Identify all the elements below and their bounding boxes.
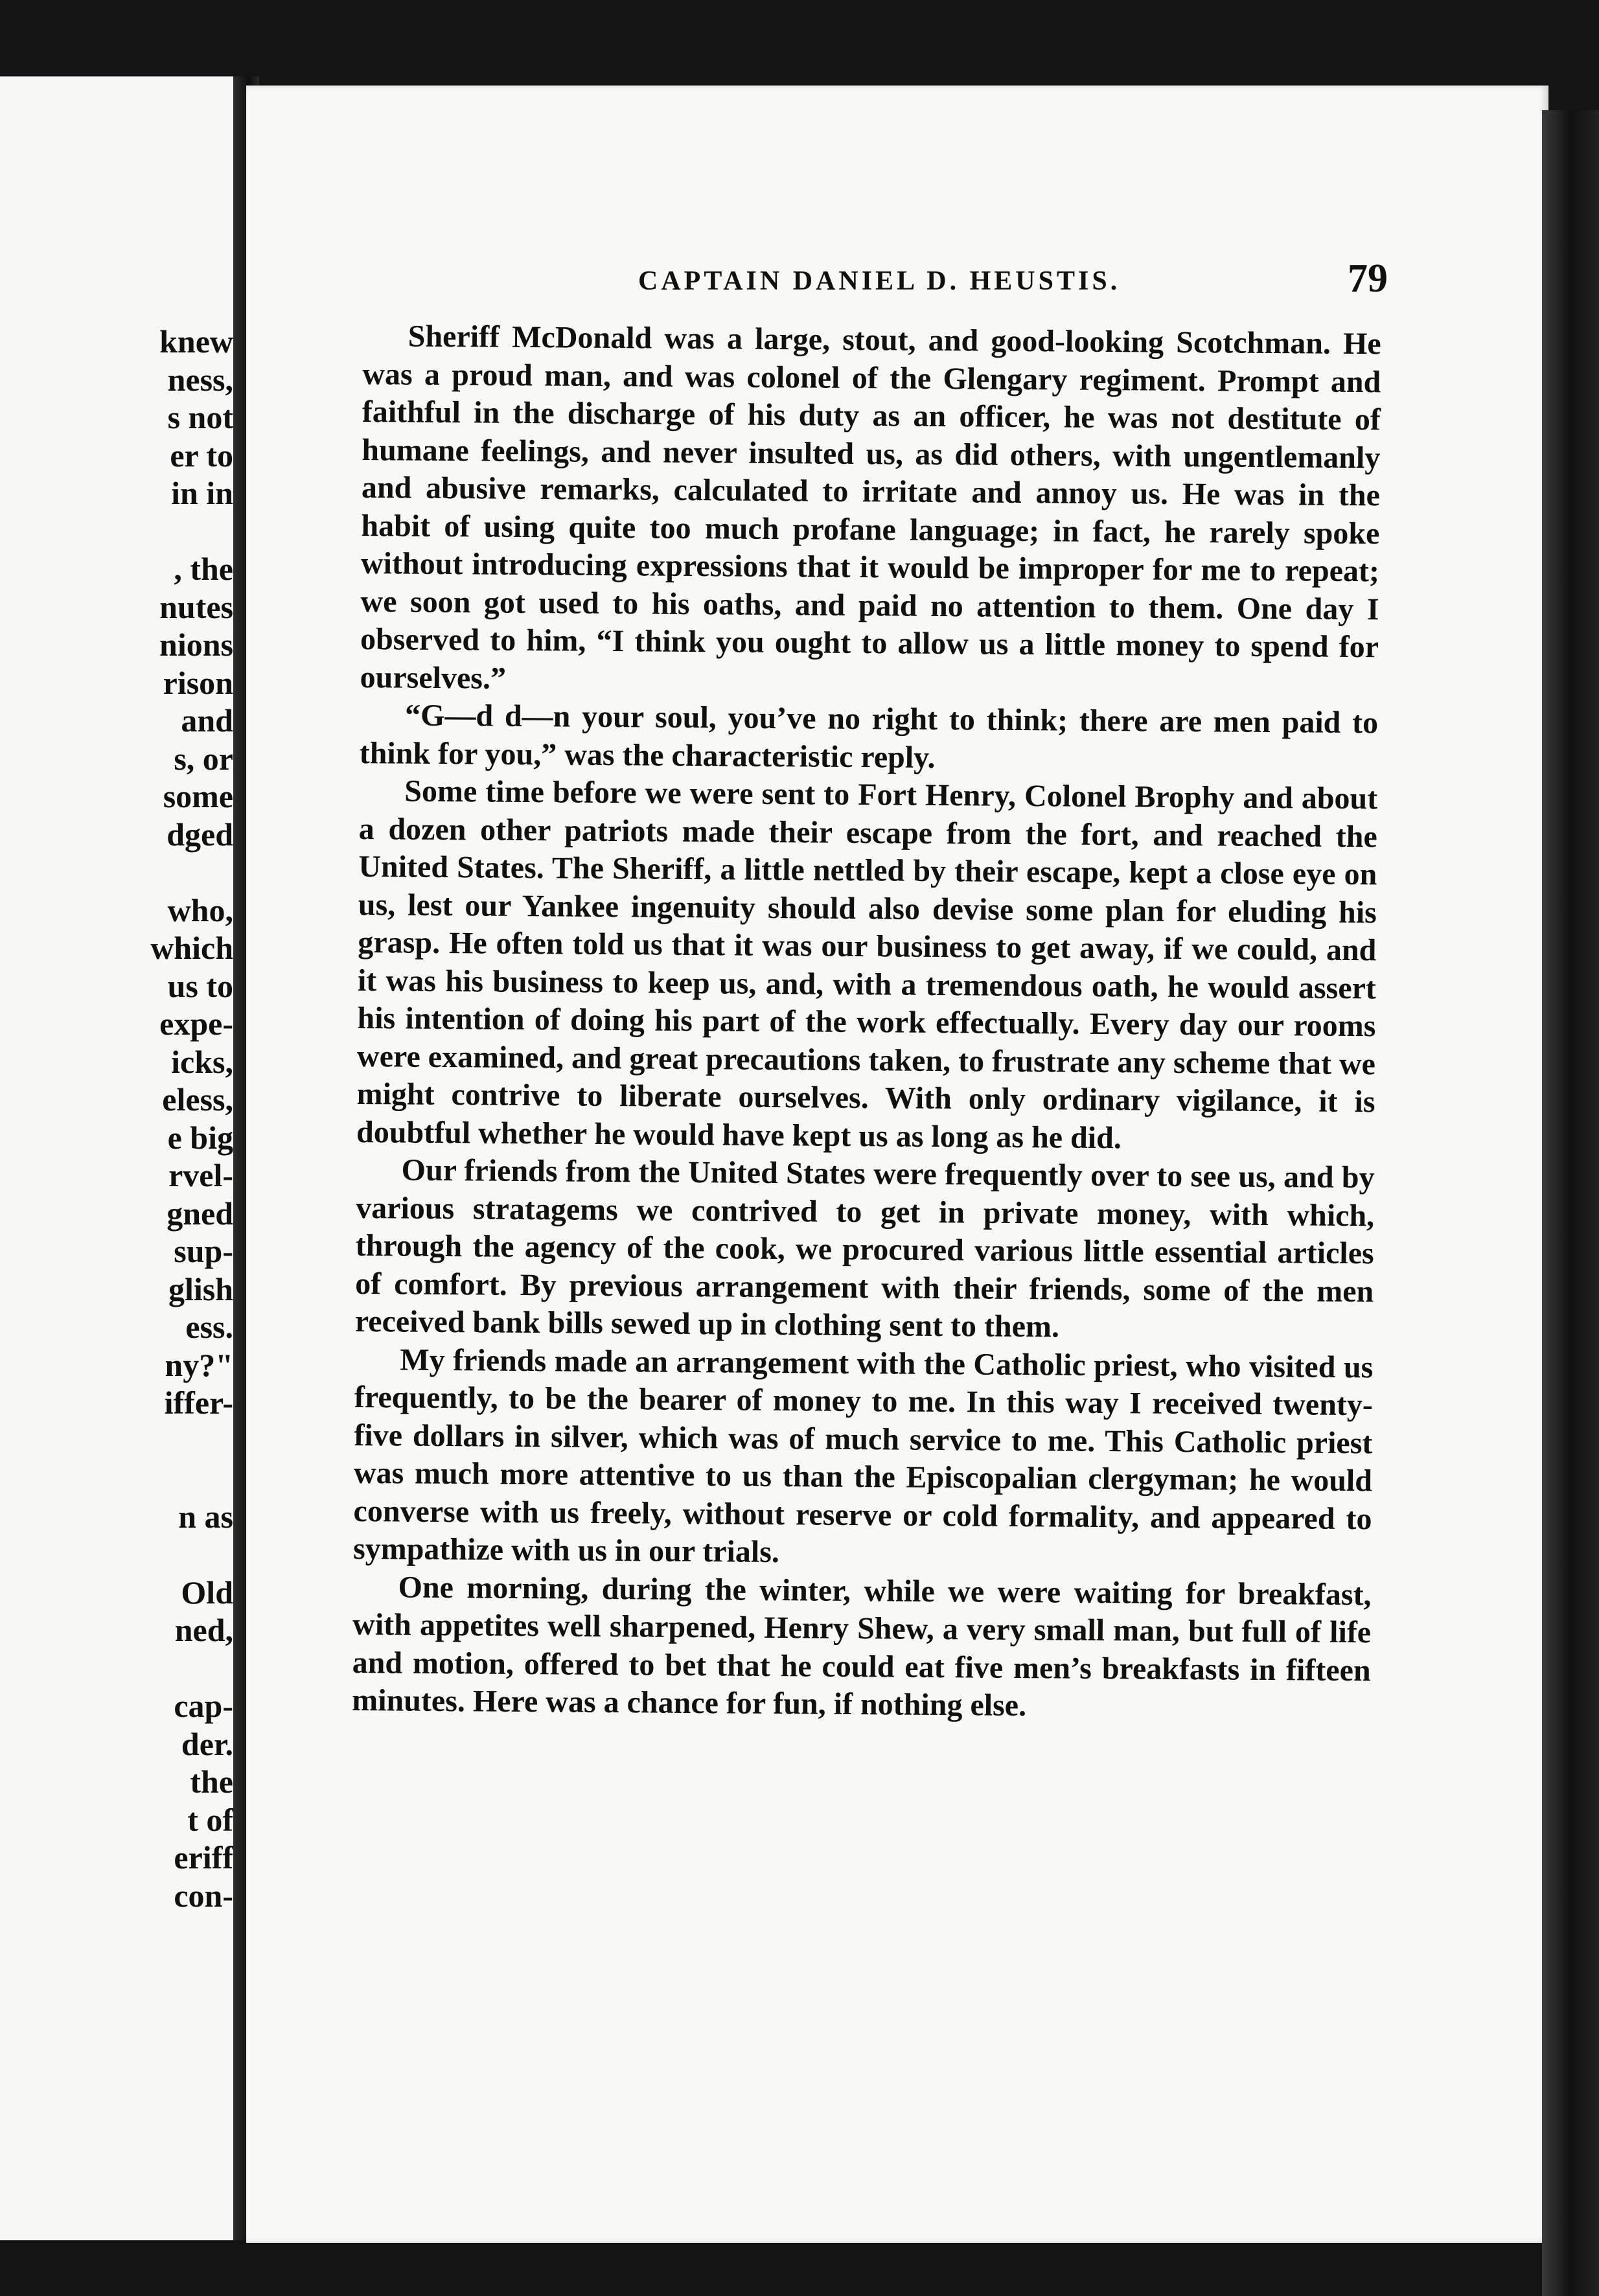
left-page-fragment: e big bbox=[167, 1119, 233, 1156]
left-page-fragment: ness, bbox=[167, 361, 233, 398]
left-page-fragment: icks, bbox=[171, 1043, 233, 1080]
page-edge-shadow bbox=[1542, 110, 1599, 2296]
left-page bbox=[0, 76, 240, 2240]
left-page-fragment: Old bbox=[181, 1574, 233, 1611]
body-text bbox=[352, 317, 1381, 1728]
left-page-fragment: con- bbox=[174, 1877, 233, 1914]
paragraph: One morning, during the winter, while we were waiting for breakfast, with appetites well sharpened, Henry Shew, a very small man, but full of life and motion, offered to bet that he could eat five men’s breakfasts in fifteen minutes. Here was a chance for fun, if nothing else. bbox=[352, 1569, 1372, 1723]
paragraph: “G—d d—n your soul, you’ve no right to think; there are men paid to think for you,” was the characteristic reply. bbox=[359, 698, 1379, 775]
left-page-fragment: glish bbox=[168, 1270, 233, 1307]
left-page-fragment: the bbox=[190, 1763, 233, 1800]
left-page-fragment: rvel- bbox=[168, 1157, 233, 1193]
running-header: CAPTAIN DANIEL D. HEUSTIS. bbox=[638, 266, 1121, 296]
left-page-fragment bbox=[13, 1422, 233, 1460]
left-page-text-fragments bbox=[13, 323, 233, 1914]
left-page-fragment: knew bbox=[159, 323, 233, 360]
left-page-fragment bbox=[13, 853, 233, 891]
paragraph: Some time before we were sent to Fort Henry, Colonel Brophy and about a dozen other patriots made their escape from the fort, and reached the United States. The Sheriff, a little nettled by their escape, kept a close eye on us, lest our Yankee ingenuity should also devise some plan for eluding his grasp. He often told us that it was our business to get away, if we could, and it was his business to keep us, and, with a tremendous oath, he would assert his intention of doing his part of the work effectually. Every day our rooms were examined, and great precautions taken, to frustrate any scheme that we might contrive to liberate ourselves. With only ordinary vigilance, it is doubtful whether he would have kept us as long as he did. bbox=[356, 774, 1378, 1155]
left-page-fragment: rison bbox=[163, 664, 233, 701]
left-page-fragment: cap- bbox=[174, 1688, 233, 1724]
left-page-fragment: which bbox=[150, 930, 233, 966]
left-page-fragment bbox=[13, 1460, 233, 1498]
left-page-fragment: er to bbox=[170, 437, 233, 474]
paragraph: My friends made an arrangement with the Catholic priest, who visited us frequently, to be the bearer of money to me. In this way I received twenty-five dollars in silver, which was of much service to me. This Catholic priest was much more attentive to us than the Episcopalian clergyman; he would converse with us freely, without reserve or cold formality, and appeared to sympathize with us in our trials. bbox=[352, 1342, 1374, 1570]
left-page-fragment: eless, bbox=[162, 1081, 233, 1118]
left-page-fragment: and bbox=[181, 702, 233, 739]
left-page-fragment: gned bbox=[167, 1195, 233, 1232]
left-page-fragment: sup- bbox=[174, 1233, 233, 1269]
left-page-fragment: s, or bbox=[174, 740, 233, 777]
left-page-fragment: n as bbox=[178, 1498, 233, 1535]
left-page-fragment: ny?" bbox=[165, 1346, 233, 1383]
left-page-fragment: expe- bbox=[159, 1005, 233, 1042]
left-page-fragment: s not bbox=[167, 399, 233, 435]
left-page-fragment: us to bbox=[167, 967, 233, 1004]
left-page-fragment bbox=[13, 1535, 233, 1574]
left-page-fragment: nutes bbox=[159, 588, 233, 625]
paragraph: Sheriff McDonald was a large, stout, and good-looking Scotchman. He was a proud man, and was colonel of the Glengary regiment. Prompt and faithful in the discharge of his duty as an officer, he was not destitute of humane feelings, and never insulted us, as did others, with ungentlemanly and abusive remarks, calculated to irritate and annoy us. He was in the habit of using quite too much profane language; in fact, he rarely spoke without introducing expressions that it would be improper for me to repeat; we soon got used to his oaths, and paid no attention to them. One day I observed to him, “I think you ought to allow us a little money to spend for ourselves.” bbox=[360, 319, 1381, 696]
left-page-fragment: iffer- bbox=[164, 1384, 233, 1421]
left-page-fragment: eriff bbox=[174, 1839, 233, 1876]
page-number: 79 bbox=[1348, 257, 1388, 301]
left-page-fragment: ess. bbox=[185, 1309, 233, 1345]
left-page-fragment: t of bbox=[187, 1801, 233, 1838]
left-page-fragment: , the bbox=[174, 551, 233, 587]
left-page-fragment: in in bbox=[171, 475, 233, 511]
paragraph: Our friends from the United States were frequently over to see us, and by various stratagems we contrived to get in private money, with which, through the agency of the cook, we procured various little essential articles of comfort. By previous arrangement with their friends, some of the men received bank bills sewed up in clothing sent to them. bbox=[354, 1153, 1375, 1344]
left-page-fragment: some bbox=[163, 778, 233, 814]
left-page-fragment: ned, bbox=[174, 1612, 233, 1648]
left-page-fragment: der. bbox=[181, 1725, 233, 1762]
left-page-fragment: nions bbox=[159, 626, 233, 663]
left-page-fragment bbox=[13, 512, 233, 551]
left-page-fragment bbox=[13, 1649, 233, 1688]
left-page-fragment: who, bbox=[167, 891, 233, 928]
left-page-fragment: dged bbox=[167, 816, 233, 853]
